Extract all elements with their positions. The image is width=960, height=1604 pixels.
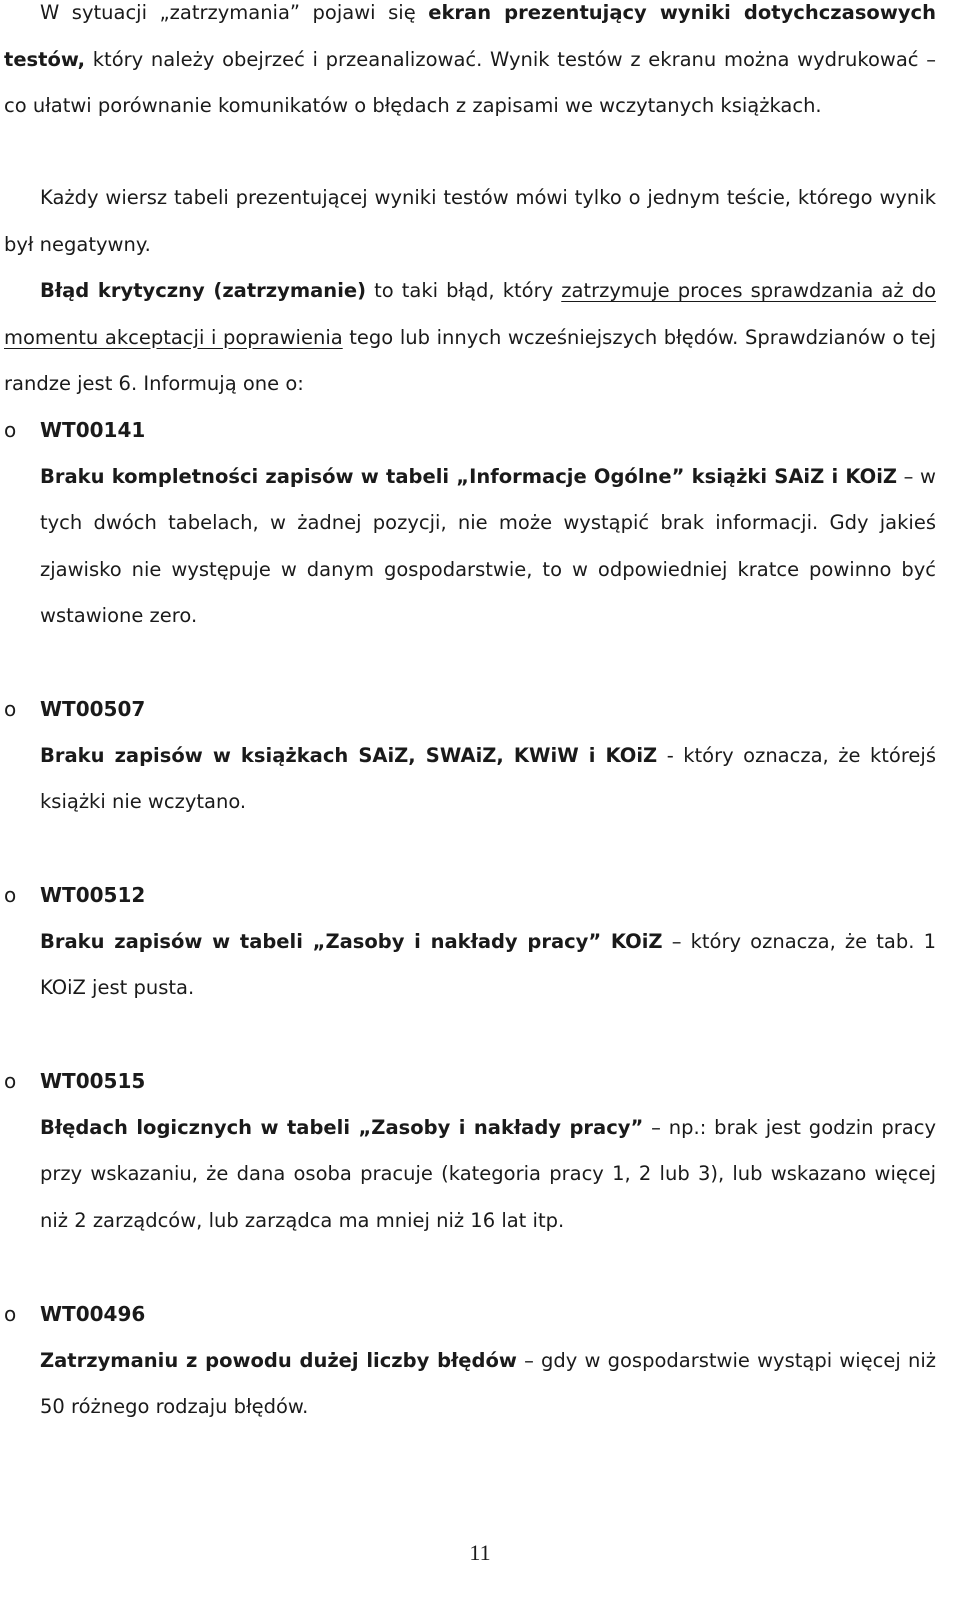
test-detail: – w tych dwóch tabelach, w żadnej pozycji, nie może wystąpić brak informacji. Gdy jakieś zjawisko nie występuje w danym gospodarstwie, to w odpowiedniej kratce powinno być wstawione zero.	[40, 464, 936, 627]
test-code: WT00496	[40, 1302, 146, 1326]
test-description	[4, 919, 936, 1012]
list-item	[4, 686, 936, 826]
intro-text-continued: który należy obejrzeć i przeanalizować. Wynik testów z ekranu można wydrukować – co ułatwi porównanie komunikatów o błędach z zapisami we wczytanych książkach.	[4, 47, 936, 117]
test-description	[4, 733, 936, 826]
critical-error-continued: tego lub innych wcześniejszych błędów. Sprawdzianów o tej randze jest 6. Informują one o:	[4, 325, 936, 395]
page-number: 11	[469, 1540, 491, 1565]
list-item	[4, 872, 936, 1012]
test-code: WT00512	[40, 883, 146, 907]
test-description	[4, 1338, 936, 1431]
test-description	[4, 454, 936, 640]
intro-text: W sytuacji „zatrzymania” pojawi się	[40, 1, 429, 24]
intro-paragraph-1	[4, 0, 936, 130]
test-detail: – który oznacza, że tab. 1 KOiZ jest pusta.	[40, 929, 936, 999]
list-item	[4, 1058, 936, 1244]
critical-error-underlined: zatrzymuje proces sprawdzania aż do momentu akceptacji i poprawienia	[4, 279, 936, 349]
intro-bold-text: ekran prezentujący wyniki dotychczasowych testów,	[4, 1, 936, 71]
test-title: Zatrzymaniu z powodu dużej liczby błędów	[40, 1348, 517, 1372]
test-detail: – gdy w gospodarstwie wystąpi więcej niż 50 różnego rodzaju błędów.	[40, 1348, 936, 1418]
test-code: WT00515	[40, 1069, 146, 1093]
list-item	[4, 1291, 936, 1431]
test-detail: - który oznacza, że którejś książki nie wczytano.	[40, 743, 936, 813]
intro-paragraph-3	[4, 268, 936, 408]
test-description	[4, 1105, 936, 1245]
bullet-icon: o	[4, 1069, 17, 1093]
test-detail: – np.: brak jest godzin pracy przy wskazaniu, że dana osoba pracuje (kategoria pracy 1, 2 lub 3), lub wskazano więcej niż 2 zarządców, lub zarządca ma mniej niż 16 lat itp.	[40, 1115, 936, 1232]
test-title: Błędach logicznych w tabeli „Zasoby i nakłady pracy”	[40, 1115, 644, 1139]
test-code: WT00507	[40, 697, 146, 721]
bullet-icon: o	[4, 697, 17, 721]
test-code: WT00141	[40, 418, 146, 442]
critical-error-term: Błąd krytyczny (zatrzymanie)	[40, 279, 367, 302]
tests-row-description: Każdy wiersz tabeli prezentującej wyniki testów mówi tylko o jednym teście, którego wynik był negatywny.	[4, 186, 936, 256]
bullet-icon: o	[4, 1302, 17, 1326]
intro-paragraph-2	[4, 175, 936, 268]
critical-error-definition: to taki błąd, który	[366, 279, 562, 302]
test-title: Braku kompletności zapisów w tabeli „Informacje Ogólne” książki SAiZ i KOiZ	[40, 464, 898, 488]
bullet-icon: o	[4, 418, 17, 442]
test-title: Braku zapisów w książkach SAiZ, SWAiZ, KWiW i KOiZ	[40, 743, 658, 767]
bullet-icon: o	[4, 883, 17, 907]
test-title: Braku zapisów w tabeli „Zasoby i nakłady pracy” KOiZ	[40, 929, 663, 953]
list-item	[4, 407, 936, 640]
